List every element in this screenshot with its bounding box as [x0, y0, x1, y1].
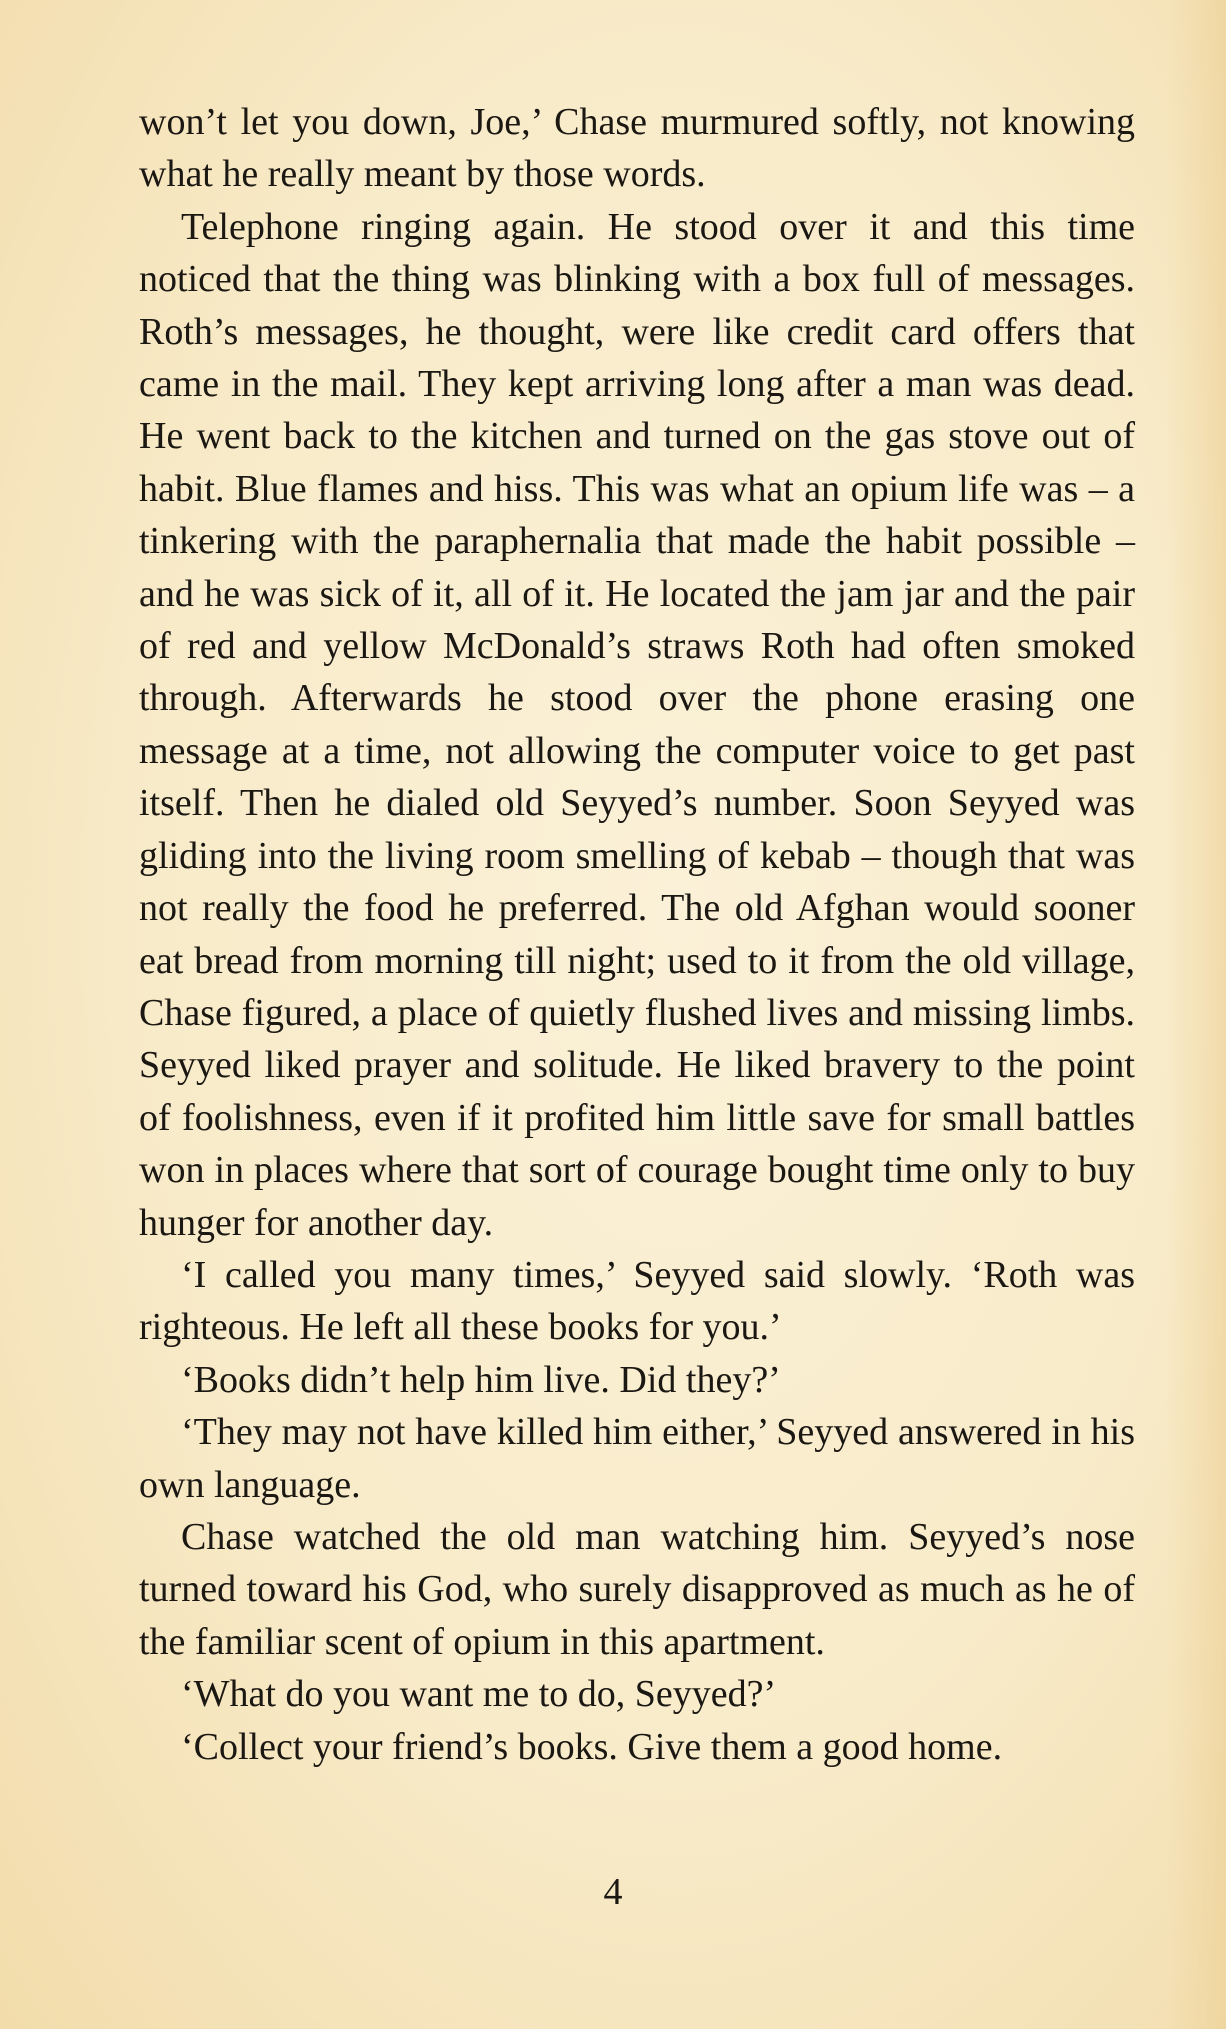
body-text	[139, 96, 1135, 1773]
dialogue-seyyed-collect: ‘Collect your friend’s books. Give them a good home.	[181, 1725, 1003, 1768]
dialogue-seyyed-killed: ‘They may not have killed him either,’ Seyyed answered in his own language.	[139, 1411, 1135, 1506]
paragraph-chase-watched: Chase watched the old man watching him. Seyyed’s nose turned toward his God, who surely disapproved as much as he of the familiar scent of opium in this apartment.	[139, 1515, 1135, 1663]
dialogue-seyyed-called: ‘I called you many times,’ Seyyed said slowly. ‘Roth was righteous. He left all these books for you.’	[139, 1253, 1135, 1349]
page-number: 4	[603, 1871, 623, 1913]
paragraph-telephone: Telephone ringing again. He stood over it and this time noticed that the thing was blinking with a box full of messages. Roth’s messages, he thought, were like credit card offers that came in the mail. They kept arriving long after a man was dead. He went back to the kitchen and turned on the gas stove out of habit. Blue flames and hiss. This was what an opium life was – a tinkering with the paraphernalia that made the habit possible – and he was sick of it, all of it. He located the jam jar and the pair of red and yellow McDonald’s straws Roth had often smoked through. Afterwards he stood over the phone erasing one message at a time, not allowing the computer voice to get past itself. Then he dialed old Seyyed’s number. Soon Seyyed was gliding into the living room smelling of kebab – though that was not really the food he preferred. The old Afghan would sooner eat bread from morning till night; used to it from the old village, Chase figured, a place of quietly flushed lives and missing limbs. Seyyed liked prayer and solitude. He liked bravery to the point of foolishness, even if it profited him little save for small battles won in places where that sort of courage bought time only to buy hunger for another day.	[139, 205, 1135, 1244]
dialogue-chase-books: ‘Books didn’t help him live. Did they?’	[181, 1358, 781, 1401]
dialogue-chase-question: ‘What do you want me to do, Seyyed?’	[181, 1673, 777, 1716]
paragraph-continuation: won’t let you down, Joe,’ Chase murmured softly, not knowing what he really meant by those words.	[139, 101, 1135, 196]
